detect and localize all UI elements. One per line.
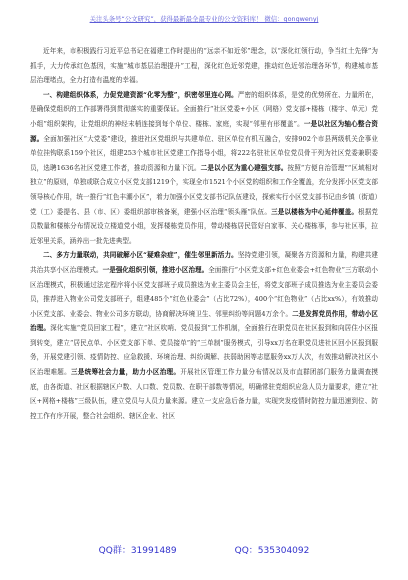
body-text: 按照“方便自治管理”“区域相对独立”的原则，单独或联合成立小区党支部1219个，实现全市1521个小区党的组织和工作全覆盖，充分发挥小区党支部领导核心作用，统一推行“红色丰潮小区”，着力加强小区党支部书记队伍建设，探索实行小区党支部书记由乡镇（街道）党（工）委提名、县（市、区）委组织部审核备案，建强小区治理“领头雁”队伍。 xyxy=(30,163,378,216)
body-text: 根据党员数量和楼栋分布情况设立楼道党小组，发挥楼栋党员作用，带动楼栋居民管好自家事、关心楼栋事，参与社区事，拉近邻里关系，涵养出一批先进典型。 xyxy=(30,207,378,245)
paragraph xyxy=(30,44,378,88)
bold-heading-text: 三是统筹社会力量，助力小区治理。 xyxy=(70,368,181,377)
paragraph xyxy=(30,248,378,423)
document-body xyxy=(30,44,378,423)
body-text: 全面推行“小区党支部+红色业委会+红色物业”三方联动小区治理模式，积极通过法定程序将小区党支部班子成员推选为业主委员会主任，将党支部班子成员推选为业主委员会委员，推荐进入物业公司党支部班子，组建485个“红色业委会”（占比72%），400个“红色物业”（占比xx%），有效推动小区党支部、业委会、物业公司多方联动，协商解决环境卫生、邻里纠纷等问题4万余个。 xyxy=(30,265,378,318)
paragraph xyxy=(30,88,378,249)
body-text: 开展社区管理工作力量分布情况以及市直群团部门服务力量调查摸底，由各街道、社区根据辖区户数、人口数、党员数、在职干部数等情况，明确常驻党组织应急人员力量要求，建立“社区+网格+楼栋”三级队伍，建立党员与人员力量来源。建立一支应急后备力量，实现突发疫情时防控力量迅速到位、防控工作有序开展，整合社会组织、辖区企业、社区 xyxy=(30,368,378,420)
body-text: 深化实施“党员回家工程”，建立“社区吹哨、党员报到”工作机制，全面推行在职党员在社区报到和向居住小区报到转变，建立“居民点单、小区党支部下单、党员接单”的“三单制”服务模式，引导xx万名在职党员进社区回小区报到服务，开展党建引领、疫情防控、应急救援、环境治理、纠纷调解、扶弱助困等志愿服务xx万人次，有效推动解决社区小区治理难题。 xyxy=(30,324,378,377)
bold-heading-text: 二是以小区为重心建强支部。 xyxy=(200,163,288,172)
body-text: 近年来，市积极践行习近平总书记在福建工作时提出的“远亲不如近邻”理念，以“深化红领行动，争当红土先锋”为抓手，大力传承红色基因，实施“城市基层治理提升”工程，深化红色近邻党建，推动红色近邻治理各环节，构建城市基层治理堵点，全力打造有温度的幸福。 xyxy=(30,47,378,85)
header-banner[interactable]: 关注头条号“公文研究”，获得最新最全最专业的公文资料库！ 微信：gongwenyj xyxy=(89,15,319,23)
bold-heading-text: 一是强化组织引领，推进小区治理。 xyxy=(102,265,209,274)
bold-heading-text: 一是以社区为轴心整合资源。 xyxy=(30,119,378,143)
body-text: 全面加强社区“大党委”建设，推进社区党组织与共建单位、驻区单位有机互融合，安排902个市县两级机关企事业单位挂钩联系159个社区，组建253个城市社区党建工作指导小组，将222名驻社区单位党员骨干列为社区党委兼职委员，选聘1636名社区党建工作者，推动资源和力量下沉。 xyxy=(30,134,378,172)
bold-heading-text: 三是以楼栋为中心延伸覆盖。 xyxy=(271,207,359,216)
body-text: 坚持党建引领，凝聚各方资源和力量，构建共建共治共享小区治理模式。 xyxy=(30,251,378,274)
bold-heading-text: 一、构建组织体系，力促党建资源“化零为整”，织密邻里连心网。 xyxy=(43,90,238,99)
body-text: 严密的组织体系，是党的优势所在、力量所在，是确保党组织的工作部署得到贯彻落实的重要保证。全面推行“社区党委+小区（网格）党支部+楼栋（楼宇、单元）党小组”组织架构，让党组织的神经末梢连接到每个单位、楼栋、家庭，实现“邻里有形覆盖”。 xyxy=(30,90,378,128)
qq-number: QQ：535304092 xyxy=(234,546,310,556)
bold-heading-text: 二是发挥党员作用，带动小区治理。 xyxy=(30,309,378,333)
footer-contact xyxy=(0,543,408,556)
qq-group: QQ群：31991489 xyxy=(98,546,177,556)
bold-heading-text: 二、多方力量联动，共同破解小区“疑难杂症”，催生邻里新活力。 xyxy=(43,251,238,260)
